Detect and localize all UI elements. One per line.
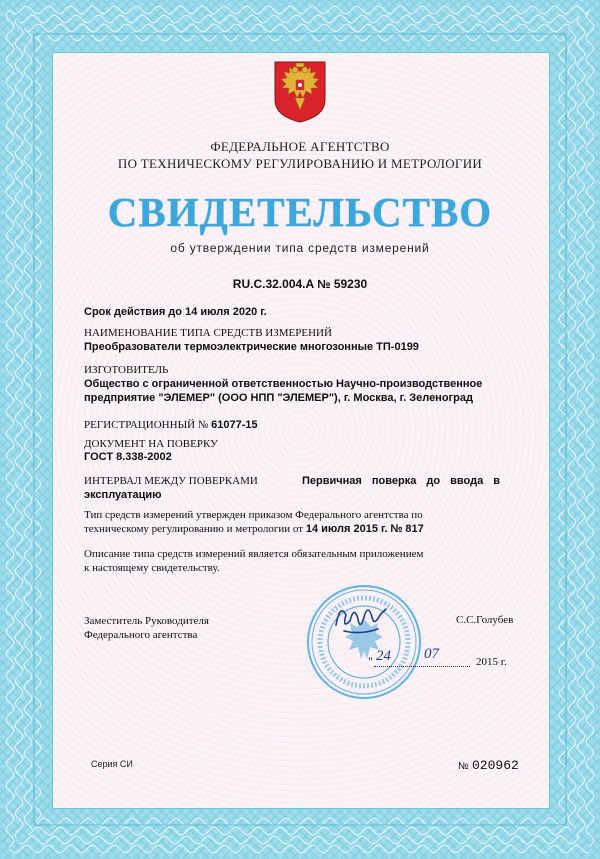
approval-text: техническому регулированию и метрологии от <box>84 523 304 535</box>
signatory-name: С.С.Голубев <box>456 614 514 626</box>
agency-name <box>0 138 600 172</box>
manufacturer-value-line-2: предприятие "ЭЛЕМЕР" (ООО НПП "ЭЛЕМЕР"), г. Москва, г. Зеленоград <box>84 392 473 404</box>
interval-label: ИНТЕРВАЛ МЕЖДУ ПОВЕРКАМИ <box>84 475 258 487</box>
date-year: 2015 г. <box>476 656 507 668</box>
serial-number-label: № <box>458 761 469 772</box>
register-number-value: 61077-15 <box>211 419 258 431</box>
series-label: Серия СИ <box>91 759 133 769</box>
verification-document-value: ГОСТ 8.338-2002 <box>84 451 172 463</box>
approval-order-date: 14 июля 2015 г. <box>305 523 388 535</box>
approval-order-no: 817 <box>405 523 424 535</box>
registration-code: RU.C.32.004.A <box>232 277 314 291</box>
description-line-1: Описание типа средств измерений является обязательным приложением <box>84 548 424 560</box>
instrument-type-value: Преобразователи термоэлектрические многозонные ТП-0199 <box>84 341 419 353</box>
registration-number-value: 59230 <box>333 277 368 291</box>
interval-value-line-1: Первичная поверка до ввода в <box>302 475 501 487</box>
interval-line <box>84 474 524 488</box>
signatory-position-line-2: Федерального агентства <box>84 629 198 641</box>
date-day: 24 <box>376 648 391 664</box>
date-open-quote: " <box>368 654 373 668</box>
register-number-line <box>84 418 524 432</box>
coat-of-arms-emblem <box>273 60 327 124</box>
validity-date: 14 июля 2020 г. <box>185 306 267 318</box>
approval-order-no-label: № <box>390 523 403 535</box>
agency-line-2: ПО ТЕХНИЧЕСКОМУ РЕГУЛИРОВАНИЮ И МЕТРОЛОГИИ <box>117 156 483 171</box>
validity-label: Срок действия до <box>84 306 183 318</box>
approval-line-1: Тип средств измерений утвержден приказом Федерального агентства по <box>84 509 423 521</box>
document-title: СВИДЕТЕЛЬСТВО <box>107 189 493 235</box>
document-subtitle: об утверждении типа средств измерений <box>170 241 430 255</box>
instrument-type-label: НАИМЕНОВАНИЕ ТИПА СРЕДСТВ ИЗМЕРЕНИЙ <box>84 327 332 339</box>
signatory-position-line-1: Заместитель Руководителя <box>84 615 209 627</box>
handwritten-signature <box>330 595 390 645</box>
registration-number <box>0 277 600 291</box>
validity-line <box>84 305 524 319</box>
registration-number-label: № <box>317 277 331 291</box>
description-line-2: к настоящему свидетельству. <box>84 562 220 574</box>
manufacturer-label: ИЗГОТОВИТЕЛЬ <box>84 364 169 376</box>
register-number-label: РЕГИСТРАЦИОННЫЙ № <box>84 419 209 431</box>
serial-number-value: 020962 <box>471 758 519 773</box>
signature-date <box>364 646 528 674</box>
date-dotted-line <box>374 666 470 667</box>
approval-line-2 <box>84 522 524 536</box>
agency-line-1: ФЕДЕРАЛЬНОЕ АГЕНТСТВО <box>210 139 390 154</box>
date-month: 07 <box>424 646 439 662</box>
serial-number <box>458 757 519 773</box>
verification-document-label: ДОКУМЕНТ НА ПОВЕРКУ <box>84 438 218 450</box>
manufacturer-value-line-1: Общество с ограниченной ответственностью Научно-производственное <box>84 378 483 390</box>
interval-value-line-2: эксплуатацию <box>84 489 162 501</box>
